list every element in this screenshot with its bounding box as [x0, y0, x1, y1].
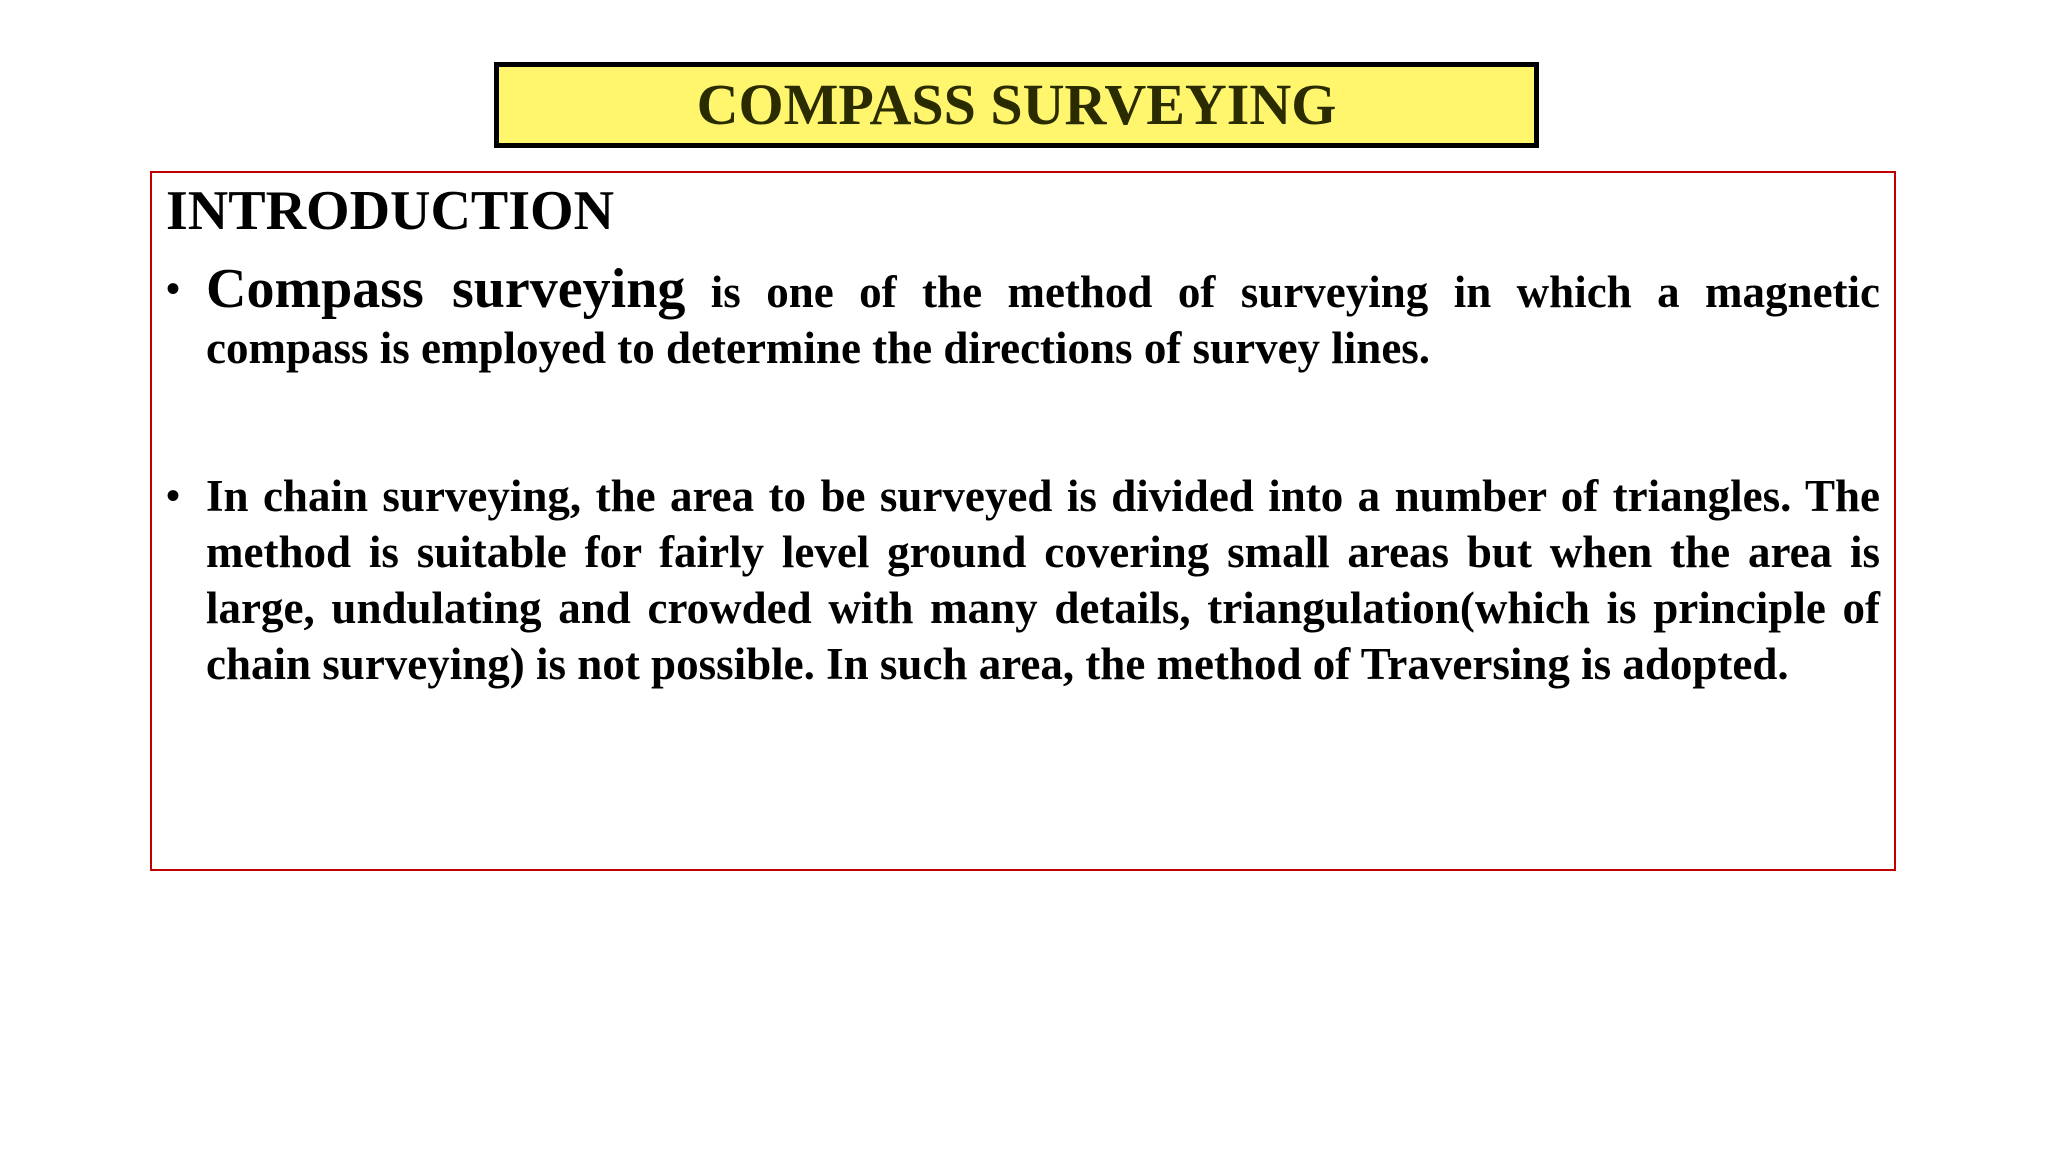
content-panel: [150, 171, 1896, 871]
list-item: [166, 257, 1880, 376]
lead-term: Compass surveying: [206, 257, 686, 320]
bullet-list: [166, 257, 1880, 692]
bullet-text: In chain surveying, the area to be surveyed is divided into a number of triangles. The method is suitable for fairly level ground covering small areas but when the area is large, undulating and crowded with many details, triangulation(which is principle of chain surveying) is not possible. In such area, the method of Traversing is adopted.: [206, 470, 1880, 689]
bullet-icon: •: [166, 472, 181, 518]
bullet-icon: •: [166, 265, 181, 311]
title-banner: [494, 62, 1539, 148]
bullet-text: is one of the method of surveying in which a magnetic compass is employed to determine the directions of survey lines.: [206, 266, 1880, 373]
section-heading: INTRODUCTION: [166, 180, 615, 242]
slide-title: COMPASS SURVEYING: [696, 72, 1337, 137]
list-item: [166, 468, 1880, 692]
